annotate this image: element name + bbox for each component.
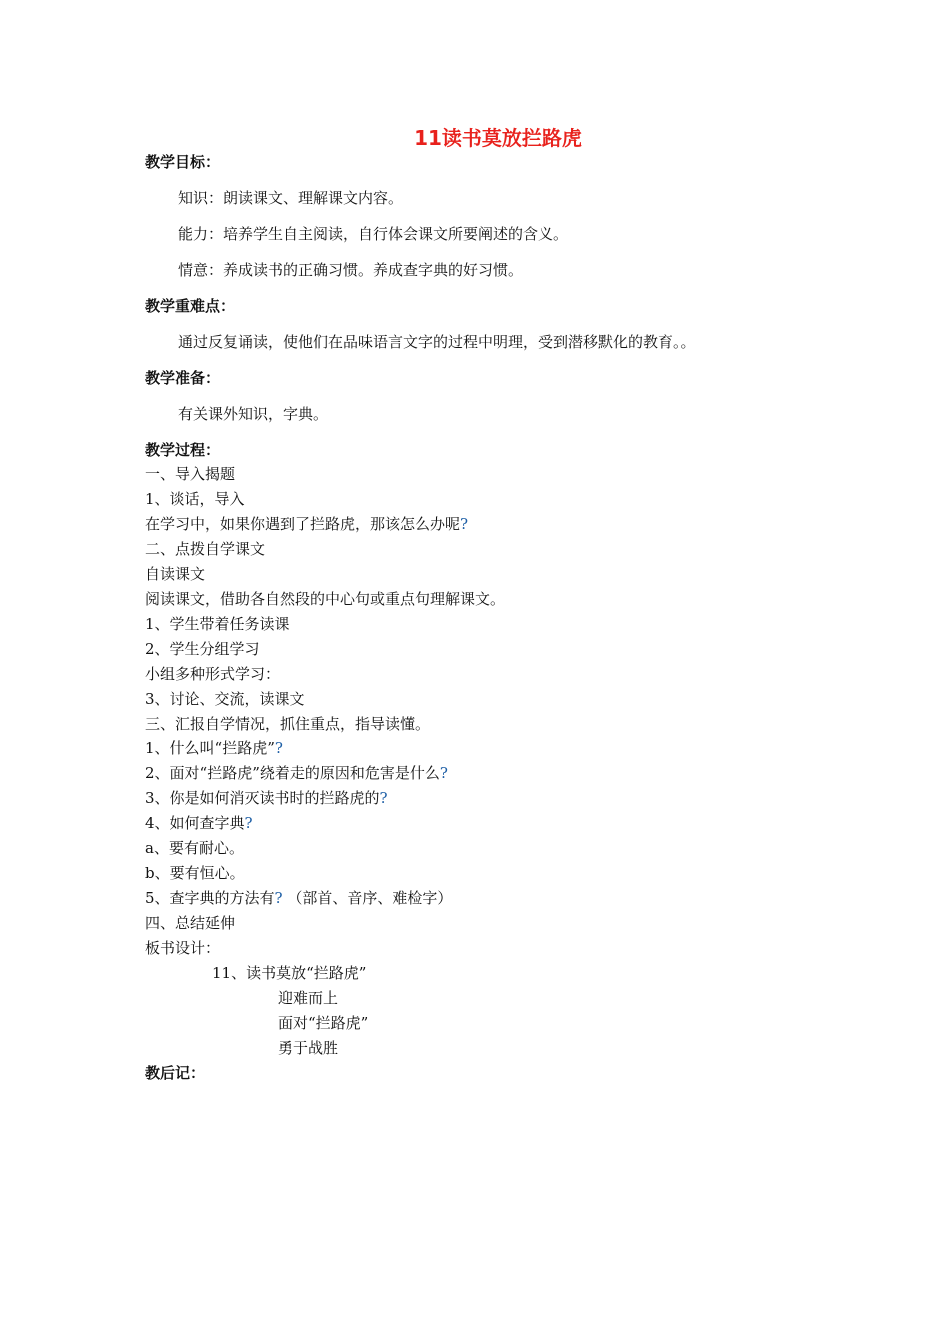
process-line: 四、总结延伸	[145, 914, 236, 932]
board-item: 勇于战胜	[278, 1039, 339, 1057]
board-title: 11、读书莫放“拦路虎”	[212, 964, 367, 982]
line-text: 3、你是如何消灭读书时的拦路虎的	[145, 789, 380, 807]
process-line: 三、汇报自学情况，抓住重点，指导读懂。	[145, 715, 431, 733]
after-class-notes-heading: 教后记：	[145, 1064, 206, 1082]
document-title: 11读书莫放拦路虎	[414, 126, 582, 150]
line-text: 4、如何查字典	[145, 814, 245, 832]
line-text: 1、什么叫“拦路虎”	[145, 739, 275, 757]
line-text: （部首、音序、难检字）	[282, 889, 453, 907]
goal-ability: 能力：培养学生自主阅读，自行体会课文所要阐述的含义。	[178, 225, 569, 243]
question-mark: ?	[379, 789, 388, 807]
process-line: 一、导入揭题	[145, 465, 236, 483]
goal-knowledge: 知识：朗读课文、理解课文内容。	[178, 189, 404, 207]
goals-heading: 教学目标：	[145, 153, 221, 171]
goal-attitude: 情意：养成读书的正确习惯。养成查字典的好习惯。	[178, 261, 524, 279]
process-line	[145, 788, 388, 808]
question-mark: ?	[460, 515, 469, 533]
process-line: 3、讨论、交流，读课文	[145, 690, 305, 708]
line-text: 5、查字典的方法有	[145, 889, 275, 907]
process-line	[145, 813, 253, 833]
process-line: 二、点拨自学课文	[145, 540, 266, 558]
process-heading: 教学过程：	[145, 441, 221, 459]
key-points-text: 通过反复诵读，使他们在品味语言文字的过程中明理，受到潜移默化的教育。。	[178, 333, 696, 351]
process-line: 小组多种形式学习：	[145, 665, 281, 683]
process-line: a、要有耐心。	[145, 839, 244, 857]
line-text: 2、面对“拦路虎”绕着走的原因和危害是什么	[145, 764, 440, 782]
question-mark: ?	[274, 889, 283, 907]
process-line	[145, 738, 283, 758]
question-mark: ?	[244, 814, 253, 832]
process-line	[145, 763, 448, 783]
key-points-heading: 教学重难点：	[145, 297, 236, 315]
line-text: 在学习中，如果你遇到了拦路虎，那该怎么办呢	[145, 515, 461, 533]
process-line: 板书设计：	[145, 939, 221, 957]
board-item: 面对“拦路虎”	[278, 1014, 369, 1032]
process-line: 1、谈话，导入	[145, 490, 245, 508]
board-item: 迎难而上	[278, 989, 339, 1007]
process-line: 自读课文	[145, 565, 206, 583]
preparation-text: 有关课外知识，字典。	[178, 405, 329, 423]
process-line: b、要有恒心。	[145, 864, 245, 882]
process-line: 1、学生带着任务读课	[145, 615, 290, 633]
process-line: 阅读课文，借助各自然段的中心句或重点句理解课文。	[145, 590, 506, 608]
question-mark: ?	[274, 739, 283, 757]
question-mark: ?	[439, 764, 448, 782]
preparation-heading: 教学准备：	[145, 369, 221, 387]
process-line	[145, 514, 468, 534]
process-line: 2、学生分组学习	[145, 640, 260, 658]
process-line	[145, 888, 452, 908]
